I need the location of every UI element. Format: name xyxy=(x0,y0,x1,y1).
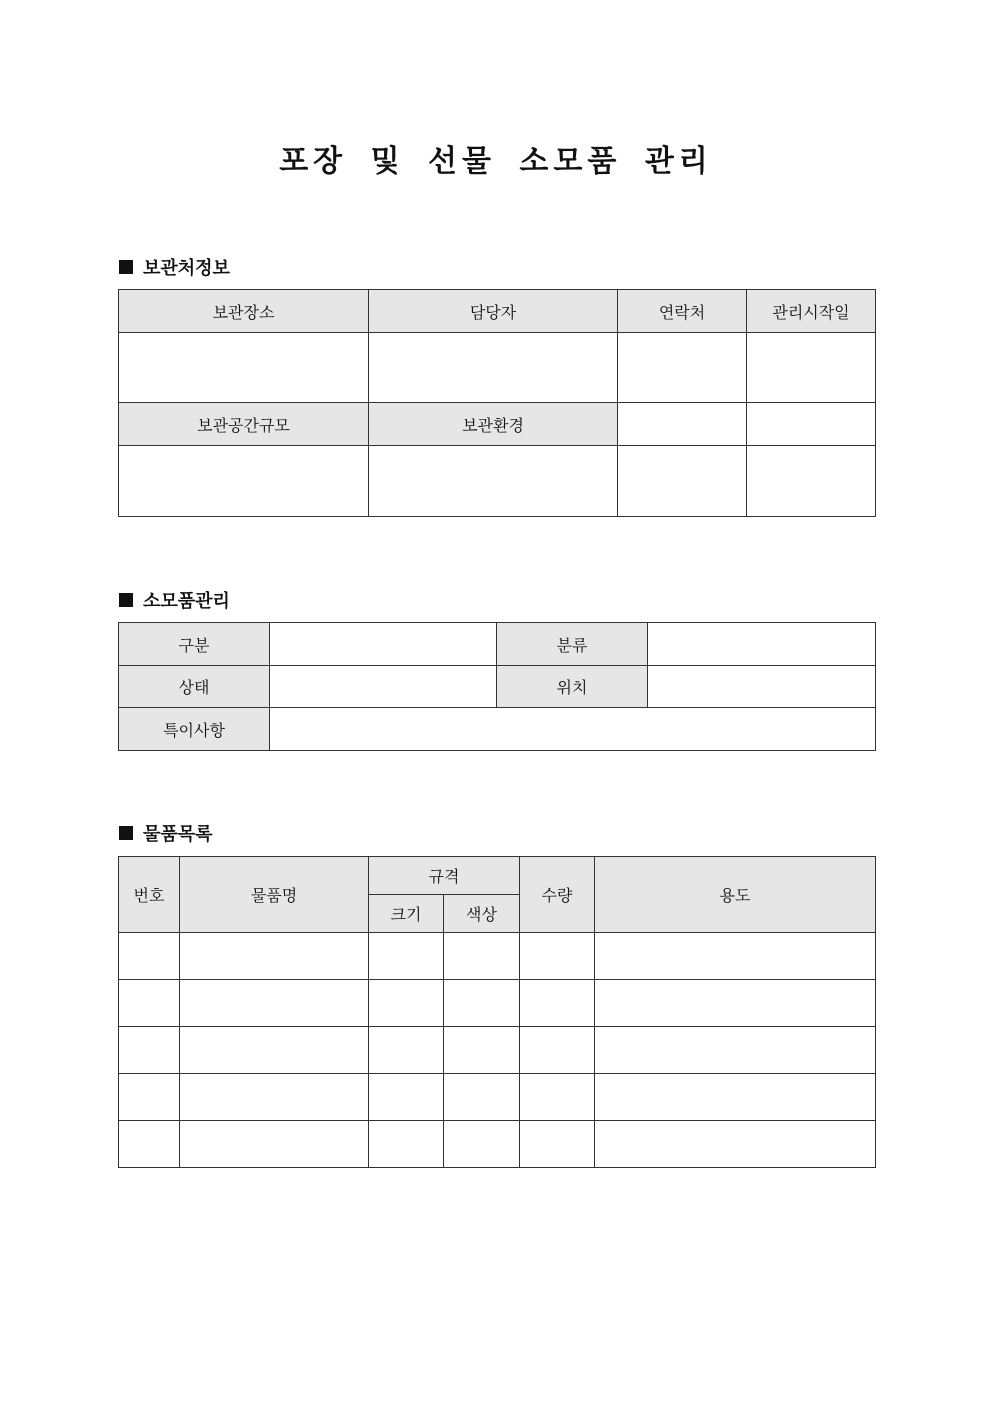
color-cell[interactable] xyxy=(444,1074,520,1121)
table-header-row xyxy=(119,290,876,333)
header-quantity: 수량 xyxy=(520,857,595,933)
quantity-cell[interactable] xyxy=(520,1027,595,1074)
section-title: 보관처정보 xyxy=(143,258,230,279)
header-spec: 규격 xyxy=(369,857,520,895)
size-cell[interactable] xyxy=(369,1074,444,1121)
item-name-cell[interactable] xyxy=(180,1074,369,1121)
document-title: 포장 및 선물 소모품 관리 xyxy=(279,144,713,179)
empty-cell[interactable] xyxy=(747,446,876,517)
item-name-cell[interactable] xyxy=(180,1027,369,1074)
number-cell[interactable] xyxy=(119,933,180,980)
quantity-cell[interactable] xyxy=(520,1121,595,1168)
quantity-cell[interactable] xyxy=(520,1074,595,1121)
section-heading-items xyxy=(119,820,213,846)
manager-cell[interactable] xyxy=(369,333,618,403)
header-size: 크기 xyxy=(369,895,444,933)
header-item-name: 물품명 xyxy=(180,857,369,933)
label-category: 구분 xyxy=(119,623,270,666)
table-row xyxy=(119,933,876,980)
table-row xyxy=(119,980,876,1027)
empty-cell[interactable] xyxy=(747,403,876,446)
table-row xyxy=(119,333,876,403)
quantity-cell[interactable] xyxy=(520,980,595,1027)
label-remarks: 특이사항 xyxy=(119,708,270,751)
storage-location-cell[interactable] xyxy=(119,333,369,403)
label-classification: 분류 xyxy=(497,623,648,666)
item-name-cell[interactable] xyxy=(180,1121,369,1168)
section-heading-storage xyxy=(119,254,230,280)
size-cell[interactable] xyxy=(369,933,444,980)
table-header-row xyxy=(119,857,876,895)
purpose-cell[interactable] xyxy=(595,1027,876,1074)
classification-value-cell[interactable] xyxy=(648,623,876,666)
table-row xyxy=(119,1027,876,1074)
header-start-date: 관리시작일 xyxy=(747,290,876,333)
category-value-cell[interactable] xyxy=(270,623,497,666)
item-name-cell[interactable] xyxy=(180,980,369,1027)
number-cell[interactable] xyxy=(119,1074,180,1121)
storage-environment-cell[interactable] xyxy=(369,446,618,517)
empty-cell[interactable] xyxy=(618,446,747,517)
header-storage-location: 보관장소 xyxy=(119,290,369,333)
purpose-cell[interactable] xyxy=(595,933,876,980)
header-contact: 연락처 xyxy=(618,290,747,333)
table-row xyxy=(119,446,876,517)
remarks-value-cell[interactable] xyxy=(270,708,876,751)
square-bullet-icon xyxy=(119,260,133,274)
items-table xyxy=(118,856,876,1168)
supplies-table xyxy=(118,622,876,751)
color-cell[interactable] xyxy=(444,933,520,980)
section-title: 소모품관리 xyxy=(143,591,230,612)
header-number: 번호 xyxy=(119,857,180,933)
purpose-cell[interactable] xyxy=(595,980,876,1027)
size-cell[interactable] xyxy=(369,1027,444,1074)
table-row xyxy=(119,623,876,666)
storage-space-size-cell[interactable] xyxy=(119,446,369,517)
table-row xyxy=(119,1121,876,1168)
table-row xyxy=(119,666,876,708)
header-storage-environment: 보관환경 xyxy=(369,403,618,446)
item-name-cell[interactable] xyxy=(180,933,369,980)
label-status: 상태 xyxy=(119,666,270,708)
number-cell[interactable] xyxy=(119,980,180,1027)
square-bullet-icon xyxy=(119,593,133,607)
purpose-cell[interactable] xyxy=(595,1121,876,1168)
size-cell[interactable] xyxy=(369,980,444,1027)
status-value-cell[interactable] xyxy=(270,666,497,708)
square-bullet-icon xyxy=(119,826,133,840)
color-cell[interactable] xyxy=(444,980,520,1027)
section-title: 물품목록 xyxy=(143,824,213,845)
table-row xyxy=(119,1074,876,1121)
start-date-cell[interactable] xyxy=(747,333,876,403)
number-cell[interactable] xyxy=(119,1027,180,1074)
color-cell[interactable] xyxy=(444,1027,520,1074)
color-cell[interactable] xyxy=(444,1121,520,1168)
header-purpose: 용도 xyxy=(595,857,876,933)
size-cell[interactable] xyxy=(369,1121,444,1168)
storage-info-table xyxy=(118,289,876,517)
number-cell[interactable] xyxy=(119,1121,180,1168)
section-heading-supplies xyxy=(119,587,230,613)
table-header-row xyxy=(119,403,876,446)
header-storage-space-size: 보관공간규모 xyxy=(119,403,369,446)
contact-cell[interactable] xyxy=(618,333,747,403)
empty-cell[interactable] xyxy=(618,403,747,446)
label-location: 위치 xyxy=(497,666,648,708)
quantity-cell[interactable] xyxy=(520,933,595,980)
table-row xyxy=(119,708,876,751)
location-value-cell[interactable] xyxy=(648,666,876,708)
header-color: 색상 xyxy=(444,895,520,933)
purpose-cell[interactable] xyxy=(595,1074,876,1121)
header-manager: 담당자 xyxy=(369,290,618,333)
